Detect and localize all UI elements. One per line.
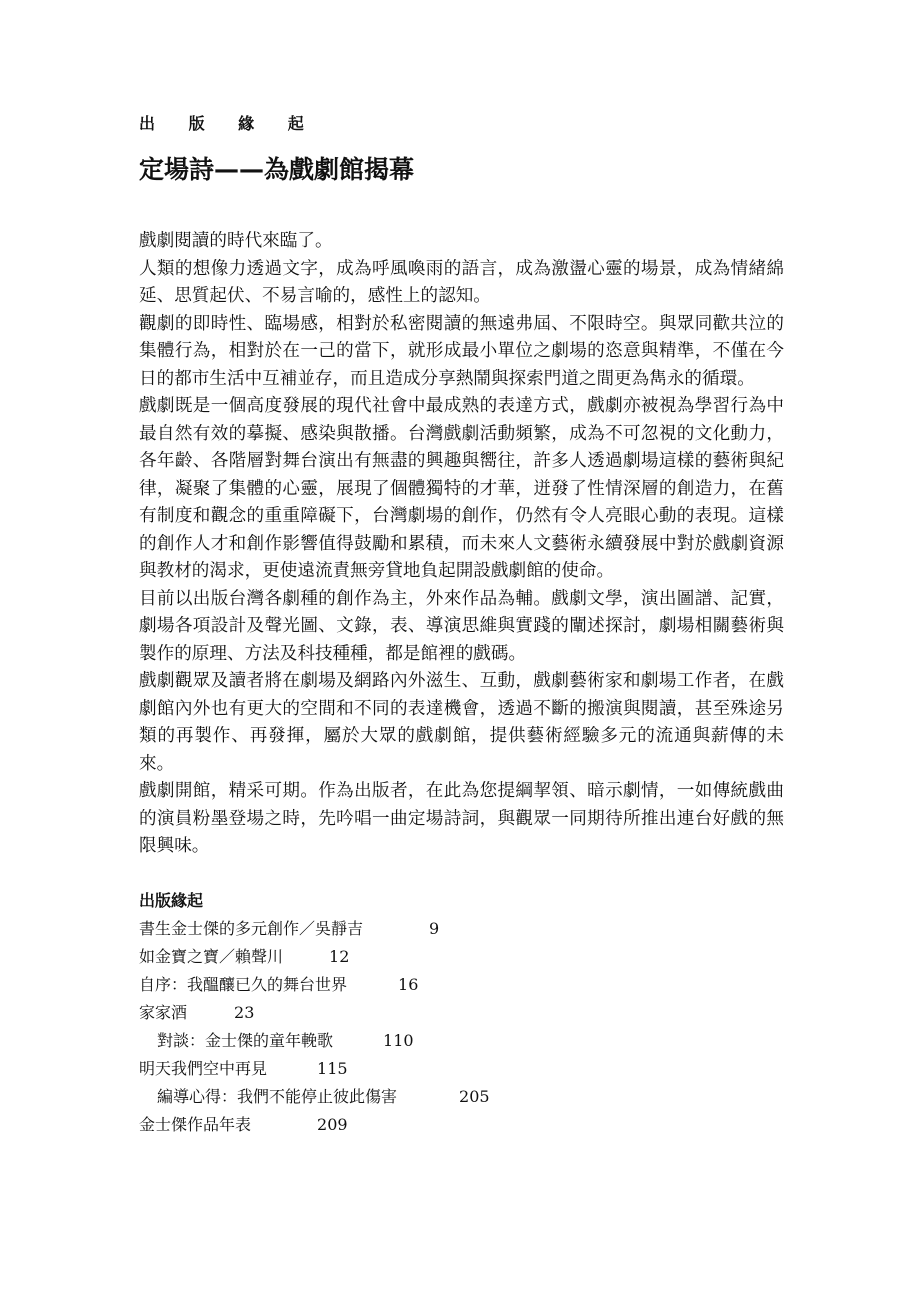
toc-entry-page: 209 bbox=[317, 1114, 348, 1134]
toc-entry-title: 對談：金士傑的童年輓歌 bbox=[157, 1030, 334, 1050]
toc-entry-title: 明天我們空中再見 bbox=[139, 1058, 268, 1078]
toc-entry-page: 12 bbox=[329, 946, 350, 966]
toc-entry bbox=[139, 999, 784, 1027]
toc-entry-title: 書生金士傑的多元創作／吳靜吉 bbox=[139, 918, 364, 938]
body-text bbox=[139, 228, 784, 861]
paragraph: 目前以出版台灣各劇種的創作為主，外來作品為輔。戲劇文學，演出圖譜、記實，劇場各項設計及聲光圖、文錄，表、導演思維與實踐的闡述探討，劇場相關藝術與製作的原理、方法及科技種種，都是館裡的戲碼。 bbox=[139, 588, 784, 664]
document-page bbox=[139, 112, 784, 1139]
toc-heading: 出版緣起 bbox=[139, 890, 204, 910]
toc-entry-title: 編導心得：我們不能停止彼此傷害 bbox=[157, 1086, 398, 1106]
toc-entry bbox=[139, 1027, 784, 1055]
toc-entry bbox=[139, 915, 784, 943]
toc-entry bbox=[139, 1055, 784, 1083]
toc-entry bbox=[139, 971, 784, 999]
table-of-contents bbox=[139, 887, 784, 1139]
paragraph: 人類的想像力透過文字，成為呼風喚雨的語言，成為激盪心靈的場景，成為情緒綿延、思質起伏、不易言喻的，感性上的認知。 bbox=[139, 258, 784, 306]
toc-entry bbox=[139, 1083, 784, 1111]
toc-entry-title: 金士傑作品年表 bbox=[139, 1114, 252, 1134]
toc-entry-page: 110 bbox=[383, 1030, 414, 1050]
paragraph: 觀劇的即時性、臨場感，相對於私密閱讀的無遠弗屆、不限時空。與眾同歡共泣的集體行為，相對於在一己的當下，就形成最小單位之劇場的恣意與精準，不僅在今日的都市生活中互補並存，而且造成分享熱鬧與探索門道之間更為雋永的循環。 bbox=[139, 313, 784, 389]
paragraph: 戲劇閱讀的時代來臨了。 bbox=[139, 231, 333, 251]
toc-entry-page: 115 bbox=[317, 1058, 348, 1078]
main-title: 定場詩——為戲劇館揭幕 bbox=[139, 155, 415, 184]
toc-entry-title: 自序：我醞釀已久的舞台世界 bbox=[139, 974, 348, 994]
toc-entry-page: 9 bbox=[429, 918, 440, 938]
paragraph: 戲劇既是一個高度發展的現代社會中最成熟的表達方式，戲劇亦被視為學習行為中最自然有效的摹擬、感染與散播。台灣戲劇活動頻繁，成為不可忽視的文化動力，各年齡、各階層對舞台演出有無盡的興趣與嚮往，許多人透過劇場這樣的藝術與紀律，凝聚了集體的心靈，展現了個體獨特的才華，迸發了性情深層的創造力，在舊有制度和觀念的重重障礙下，台灣劇場的創作，仍然有令人亮眼心動的表現。這樣的創作人才和創作影響值得鼓勵和累積，而未來人文藝術永續發展中對於戲劇資源與教材的渴求，更使遠流責無旁貸地負起開設戲劇館的使命。 bbox=[139, 396, 784, 581]
toc-entry-title: 家家酒 bbox=[139, 1002, 188, 1022]
toc-entry-title: 如金寶之寶／賴聲川 bbox=[139, 946, 284, 966]
toc-entry bbox=[139, 1111, 784, 1139]
toc-entry-page: 23 bbox=[234, 1002, 255, 1022]
section-label: 出 版 緣 起 bbox=[139, 114, 318, 133]
toc-entry-page: 16 bbox=[398, 974, 419, 994]
toc-entry bbox=[139, 943, 784, 971]
paragraph: 戲劇開館，精采可期。作為出版者，在此為您提綱挈領、暗示劇情，一如傳統戲曲的演員粉墨登場之時，先吟唱一曲定場詩詞，與觀眾一同期待所推出連台好戲的無限興味。 bbox=[139, 781, 784, 856]
toc-entry-page: 205 bbox=[459, 1086, 490, 1106]
paragraph: 戲劇觀眾及讀者將在劇場及網路內外滋生、互動，戲劇藝術家和劇場工作者，在戲劇館內外也有更大的空間和不同的表達機會，透過不斷的搬演與閱讀，甚至殊途另類的再製作、再發揮，屬於大眾的戲劇館，提供藝術經驗多元的流通與薪傳的未來。 bbox=[139, 671, 784, 774]
